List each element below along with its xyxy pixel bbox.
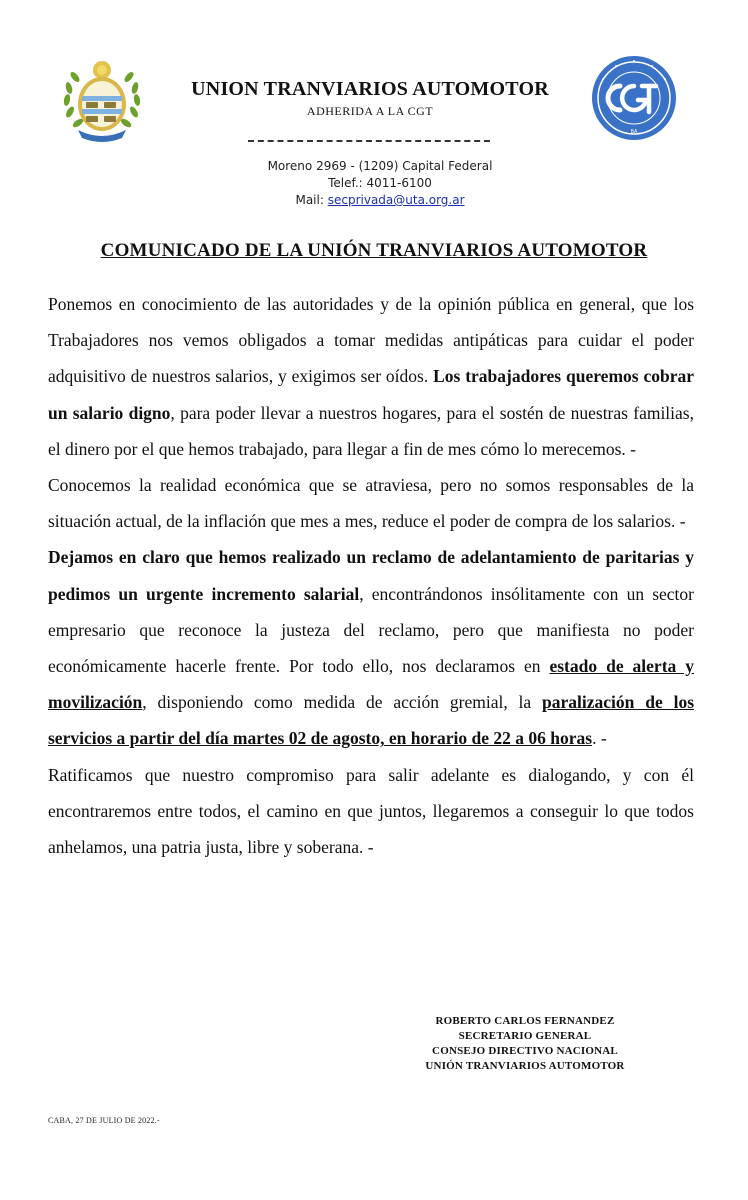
- svg-text:BA: BA: [630, 129, 638, 135]
- mail-line: [240, 192, 520, 209]
- document-body: [48, 286, 694, 865]
- mail-link[interactable]: secprivada@uta.org.ar: [327, 193, 465, 207]
- paragraph-4: Ratificamos que nuestro compromiso para salir adelante es dialogando, y con él encontraremos entre todos, el camino en que juntos, llegaremos a conseguir lo que todos anhelamos, una patria justa, libre y soberana. -: [48, 764, 694, 858]
- signer-role: SECRETARIO GENERAL: [458, 1030, 592, 1042]
- document-title: COMUNICADO DE LA UNIÓN TRANVIARIOS AUTOMOTOR: [100, 240, 648, 261]
- p3-text-c: . -: [592, 728, 607, 749]
- paragraph-3: [48, 539, 694, 756]
- paragraph-1: [48, 286, 694, 467]
- p1-text-a: Ponemos en conocimiento de las autoridades y de la opinión pública en general, que los Trabajadores nos vemos obligados a tomar medidas antipáticas para cuidar el poder adquisitivo de nuestros salarios, y exigimos ser oídos.: [48, 294, 694, 387]
- place-date: CABA, 27 DE JULIO DE 2022.-: [48, 1116, 160, 1125]
- cgt-seal-icon: [590, 54, 678, 142]
- paragraph-2: Conocemos la realidad económica que se atraviesa, pero no somos responsables de la situación actual, de la inflación que mes a mes, reduce el poder de compra de los salarios. -: [48, 475, 694, 532]
- address: Moreno 2969 - (1209) Capital Federal: [267, 159, 493, 173]
- contact-block: [240, 158, 520, 209]
- signer-name: ROBERTO CARLOS FERNANDEZ: [435, 1015, 615, 1027]
- p3-text-b: , disponiendo como medida de acción gremial, la: [142, 692, 543, 713]
- signer-org: UNIÓN TRANVIARIOS AUTOMOTOR: [425, 1060, 625, 1072]
- p3-strike-text: paralización de los servicios a partir del día martes 02 de agosto, en horario de 22 a 06 horas: [48, 692, 695, 749]
- header-divider: [248, 140, 490, 142]
- p3-bold-text: Dejamos en claro que hemos realizado un reclamo de adelantamiento de paritarias y pedimos un urgente incremento salarial: [48, 547, 694, 604]
- uta-seal-icon: [58, 54, 146, 142]
- signature-block: [380, 1014, 670, 1074]
- mail-label: Mail:: [295, 193, 324, 207]
- org-subtitle: ADHERIDA A LA CGT: [306, 104, 434, 118]
- p3-alert-text: estado de alerta y movilización: [48, 656, 694, 713]
- p3-text-a: , encontrándonos insólitamente con un sector empresario que reconoce la justeza del reclamo, pero que manifiesta no poder económicamente hacerle frente. Por todo ello, nos declaramos en: [48, 583, 694, 677]
- p1-bold-text: Los trabajadores queremos cobrar un salario digno: [48, 366, 694, 423]
- p1-text-b: , para poder llevar a nuestros hogares, para el sostén de nuestras familias, el dinero por el que hemos trabajado, para llegar a fin de mes cómo lo merecemos. -: [48, 402, 694, 459]
- phone: Telef.: 4011-6100: [328, 176, 432, 190]
- org-name: UNION TRANVIARIOS AUTOMOTOR: [191, 78, 549, 100]
- signer-council: CONSEJO DIRECTIVO NACIONAL: [432, 1045, 618, 1057]
